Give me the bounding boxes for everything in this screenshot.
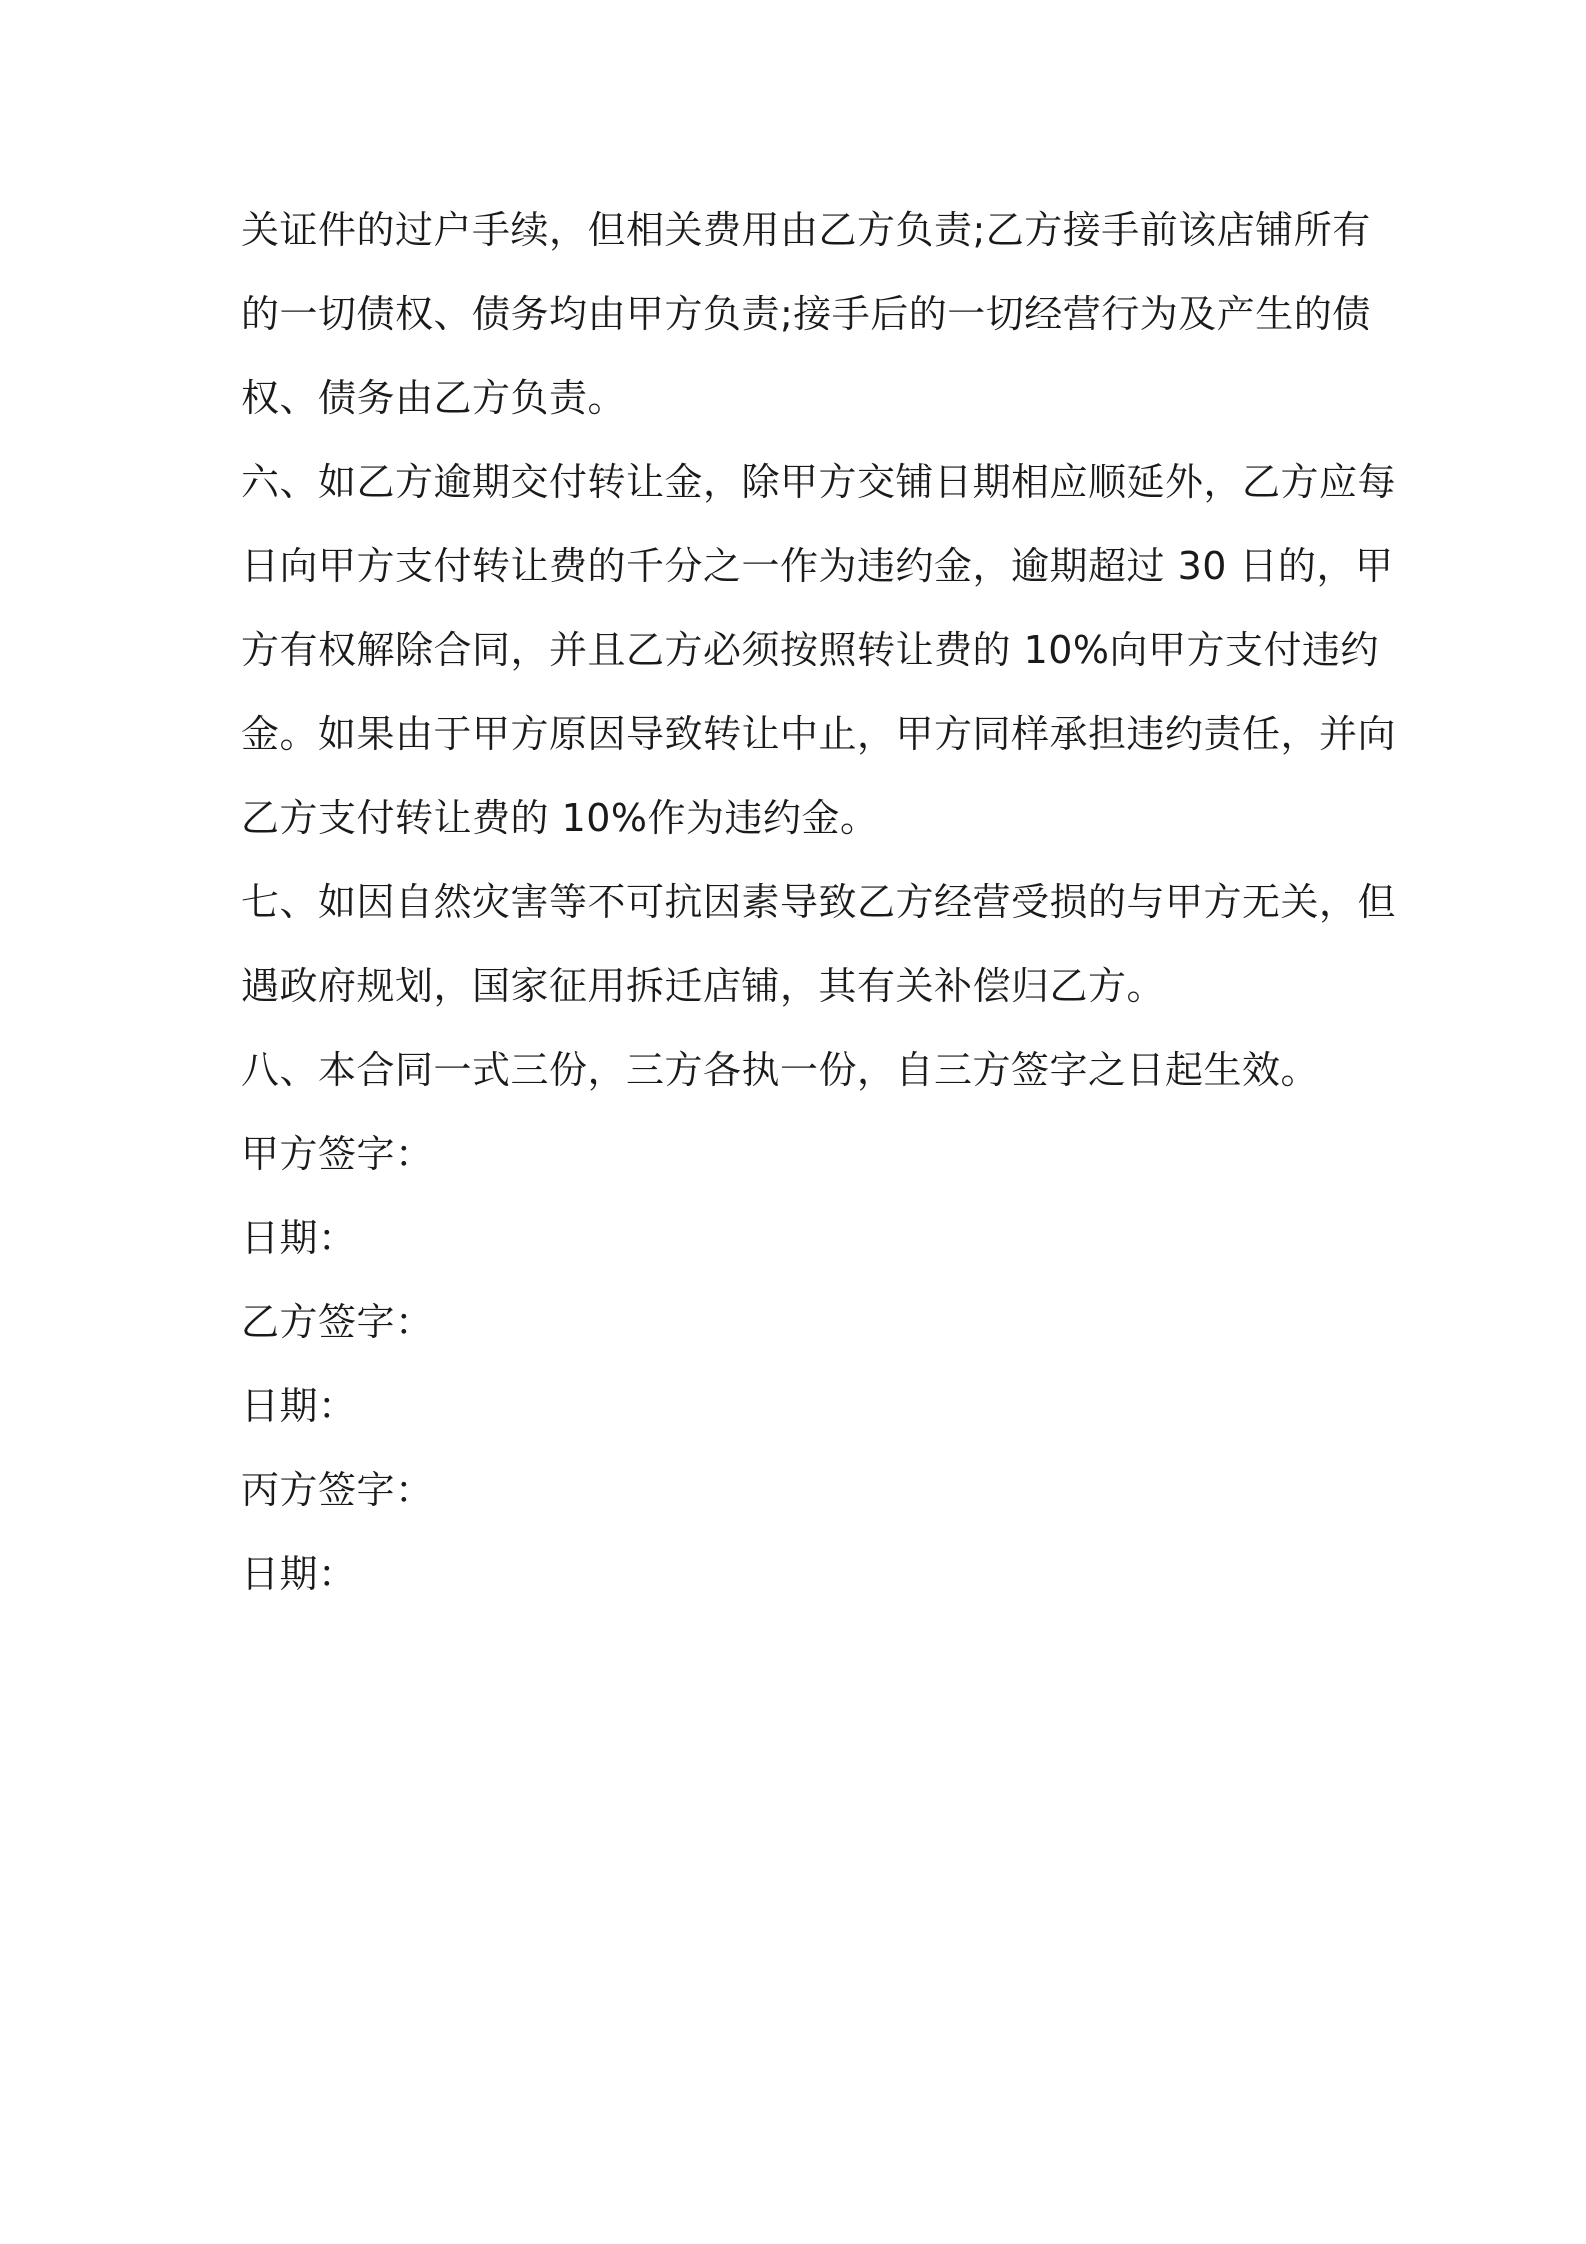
clause-7-line: 七、如因自然灾害等不可抗因素导致乙方经营受损的与甲方无关，但	[241, 880, 1397, 924]
text-line: 关证件的过户手续，但相关费用由乙方负责;乙方接手前该店铺所有	[241, 208, 1371, 252]
party-a-signature-label: 甲方签字：	[241, 1132, 434, 1176]
clause-6-line: 六、如乙方逾期交付转让金，除甲方交铺日期相应顺延外，乙方应每	[241, 460, 1397, 504]
party-c-signature-label: 丙方签字：	[241, 1468, 434, 1512]
clause-6-line: 方有权解除合同，并且乙方必须按照转让费的 10%向甲方支付违约	[241, 628, 1380, 672]
party-b-date-label: 日期：	[241, 1384, 357, 1428]
text-line: 权、债务由乙方负责。	[241, 376, 627, 420]
clause-6-line: 乙方支付转让费的 10%作为违约金。	[241, 796, 879, 840]
party-a-date-label: 日期：	[241, 1216, 357, 1260]
clause-8-line: 八、本合同一式三份，三方各执一份，自三方签字之日起生效。	[241, 1048, 1320, 1092]
document-body	[241, 188, 1397, 1616]
clause-6-line: 金。如果由于甲方原因导致转让中止，甲方同样承担违约责任，并向	[241, 712, 1397, 756]
text-line: 的一切债权、债务均由甲方负责;接手后的一切经营行为及产生的债	[241, 292, 1371, 336]
clause-7-line: 遇政府规划，国家征用拆迁店铺，其有关补偿归乙方。	[241, 964, 1166, 1008]
clause-6-line: 日向甲方支付转让费的千分之一作为违约金，逾期超过 30 日的，甲	[241, 544, 1394, 588]
party-c-date-label: 日期：	[241, 1552, 357, 1596]
party-b-signature-label: 乙方签字：	[241, 1300, 434, 1344]
